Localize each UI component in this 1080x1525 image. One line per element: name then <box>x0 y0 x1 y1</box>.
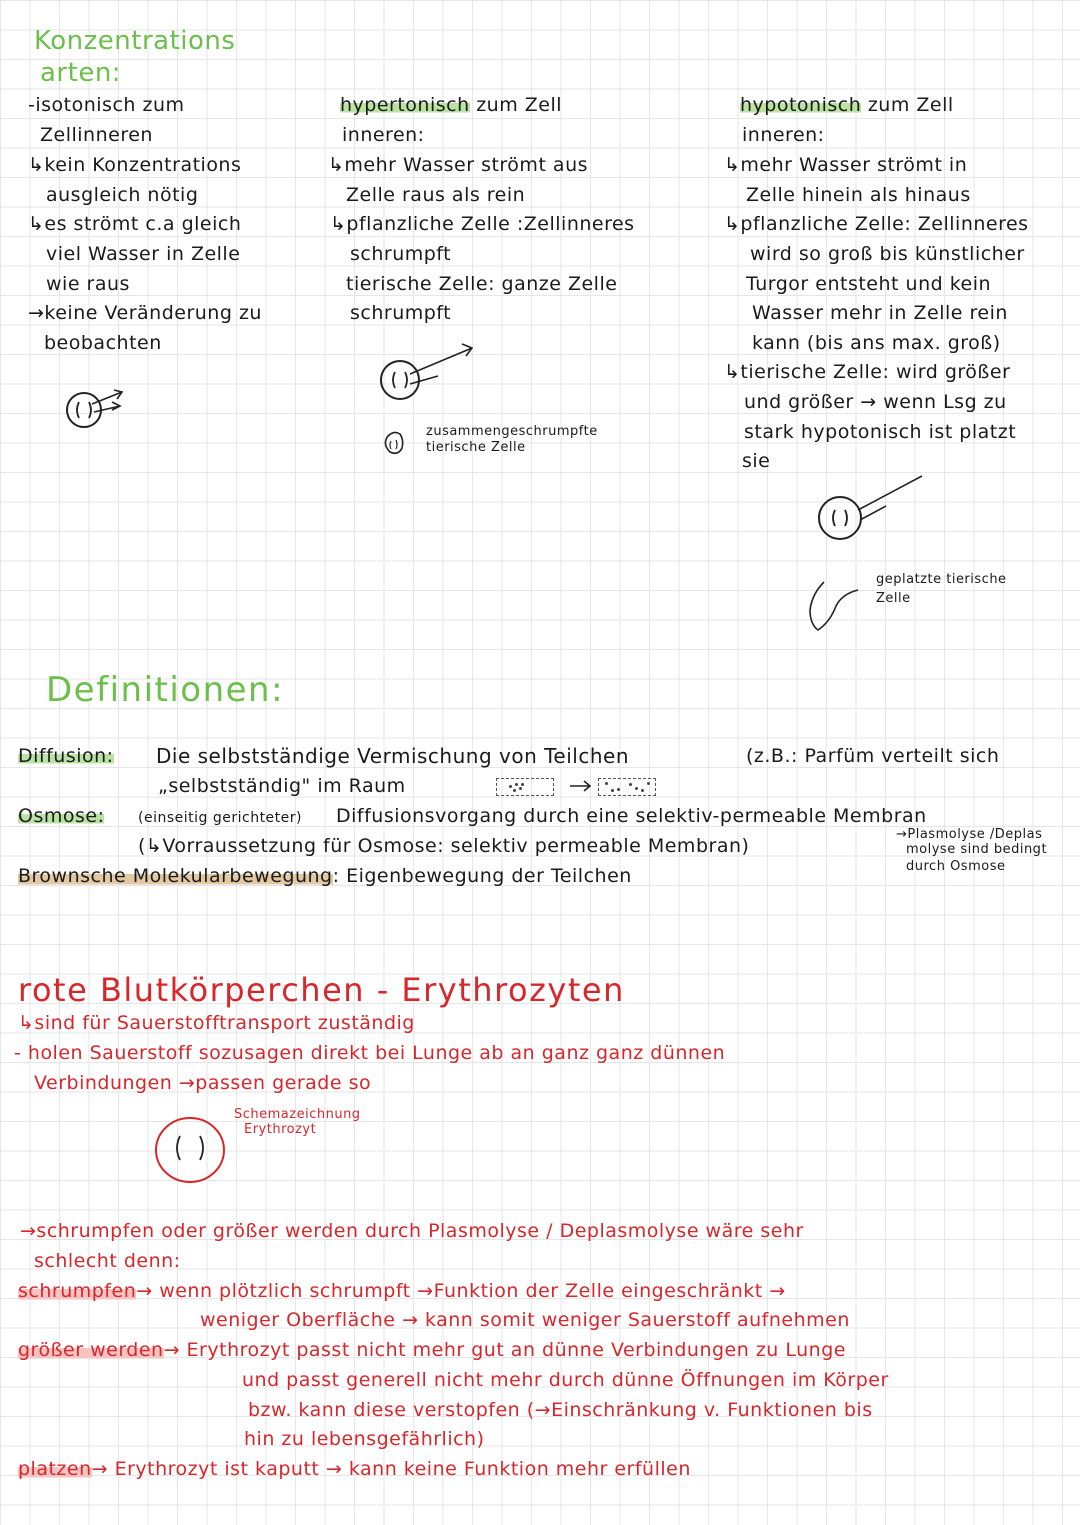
grow-line-2: und passt generell nicht mehr durch dünne Öffnungen im Körper <box>242 1369 889 1391</box>
section-title-arten: arten: <box>40 58 122 88</box>
diffusion-term-text: Diffusion: <box>18 745 114 767</box>
hypo-line: kann (bis ans max. groß) <box>752 332 1001 354</box>
osmose-small: (einseitig gerichteter) <box>138 810 302 826</box>
hyper-line: inneren: <box>342 124 425 146</box>
hypo-line: sie <box>742 450 771 472</box>
hyper-line: ↳pflanzliche Zelle :Zellinneres <box>330 213 635 235</box>
diffusion-after-box <box>598 778 656 796</box>
hyper-line: schrumpft <box>350 302 452 324</box>
erythrocyte-schematic-drawing <box>152 1110 242 1190</box>
hyper-title-highlight: hypertonisch <box>340 94 470 116</box>
iso-line: wie raus <box>46 273 130 295</box>
hypo-title-rest: zum Zell <box>867 94 954 116</box>
hyper-title <box>340 90 562 120</box>
shrink-line-1 <box>18 1276 786 1306</box>
hypo-title-highlight: hypotonisch <box>740 94 862 116</box>
osmose-text: Diffusionsvorgang durch eine selektiv-permeable Membran <box>336 805 927 827</box>
hypo-line: Zelle hinein als hinaus <box>746 184 971 206</box>
grow-line-1 <box>18 1335 846 1365</box>
shrink-line-2: weniger Oberfläche → kann somit weniger Sauerstoff aufnehmen <box>200 1309 850 1331</box>
hyper-line: ↳mehr Wasser strömt aus <box>328 154 589 176</box>
side-note-3: durch Osmose <box>906 859 1006 874</box>
osmose-term <box>18 801 104 831</box>
iso-line: beobachten <box>44 332 162 354</box>
hyper-caption-1: zusammengeschrumpfte <box>426 424 598 439</box>
shrink-text: → wenn plötzlich schrumpft →Funktion der Zelle eingeschränkt → <box>136 1280 786 1302</box>
ery-caption-1: Schemazeichnung <box>234 1107 361 1122</box>
hypo-line: wird so groß bis künstlicher <box>750 243 1025 265</box>
hypo-line: und größer → wenn Lsg zu <box>744 391 1007 413</box>
brown-term: Brownsche Molekularbewegung <box>18 865 333 887</box>
side-note-1: →Plasmolyse /Deplas <box>896 827 1043 842</box>
grow-term: größer werden <box>18 1339 164 1361</box>
hyper-line: Zelle raus als rein <box>346 184 526 206</box>
iso-line: ausgleich nötig <box>46 184 199 206</box>
brown-text: : Eigenbewegung der Teilchen <box>332 865 632 887</box>
isotonic-cell-drawing <box>62 380 142 440</box>
hypo-line: Turgor entsteht und kein <box>746 273 992 295</box>
arrow-icon <box>568 778 594 794</box>
ery-caption-2: Erythrozyt <box>244 1122 317 1137</box>
burst-text: → Erythrozyt ist kaputt → kann keine Funktion mehr erfüllen <box>91 1458 691 1480</box>
definitions-title: Definitionen: <box>46 670 285 710</box>
grow-line-4: hin zu lebensgefährlich) <box>244 1428 485 1450</box>
iso-line: Zellinneren <box>40 124 153 146</box>
diffusion-before-box <box>496 778 554 796</box>
iso-line: viel Wasser in Zelle <box>46 243 241 265</box>
consequence-line: schlecht denn: <box>34 1250 181 1272</box>
side-note-2: molyse sind bedingt <box>906 842 1048 857</box>
ery-line: Verbindungen →passen gerade so <box>34 1072 372 1094</box>
hypo-line: ↳tierische Zelle: wird größer <box>724 361 1011 383</box>
iso-line: -isotonisch zum <box>28 94 185 116</box>
grow-line-3: bzw. kann diese verstopfen (→Einschränkung v. Funktionen bis <box>248 1399 873 1421</box>
consequence-line: →schrumpfen oder größer werden durch Plasmolyse / Deplasmolyse wäre sehr <box>20 1220 804 1242</box>
erythrocyte-title: rote Blutkörperchen - Erythrozyten <box>18 971 625 1009</box>
hypo-line: stark hypotonisch ist platzt <box>744 421 1017 443</box>
hypo-line: inneren: <box>742 124 825 146</box>
osmose-note: (↳Vorraussetzung für Osmose: selektiv permeable Membran) <box>138 835 750 857</box>
hypo-line: Wasser mehr in Zelle rein <box>752 302 1008 324</box>
hypo-line: ↳pflanzliche Zelle: Zellinneres <box>724 213 1029 235</box>
shrink-term: schrumpfen <box>18 1280 137 1302</box>
definition-brown <box>18 861 632 891</box>
hyper-line: tierische Zelle: ganze Zelle <box>346 273 618 295</box>
diffusion-example: (z.B.: Parfüm verteilt sich <box>746 745 1000 767</box>
ery-line: ↳sind für Sauerstofftransport zuständig <box>18 1012 415 1034</box>
diffusion-text-2: „selbstständig" im Raum <box>158 775 406 797</box>
iso-line: →keine Veränderung zu <box>28 302 262 324</box>
ery-line: - holen Sauerstoff sozusagen direkt bei Lunge ab an ganz ganz dünnen <box>14 1042 726 1064</box>
hypo-caption-1: geplatzte tierische <box>876 572 1007 587</box>
hypotonic-cell-drawing <box>800 470 940 640</box>
iso-line: ↳kein Konzentrations <box>28 154 242 176</box>
section-title-konzentrationsarten: Konzentrations <box>34 26 236 56</box>
hypo-title <box>740 90 954 120</box>
iso-line: ↳es strömt c.a gleich <box>28 213 242 235</box>
osmose-term-text: Osmose: <box>18 805 105 827</box>
diffusion-term <box>18 741 114 771</box>
diffusion-text: Die selbstständige Vermischung von Teilchen <box>156 744 629 768</box>
hyper-line: schrumpft <box>350 243 452 265</box>
hypo-line: ↳mehr Wasser strömt in <box>724 154 968 176</box>
grow-text: → Erythrozyt passt nicht mehr gut an dünne Verbindungen zu Lunge <box>163 1339 846 1361</box>
hyper-title-rest: zum Zell <box>476 94 563 116</box>
burst-term: platzen <box>18 1458 92 1480</box>
burst-line <box>18 1454 691 1484</box>
hypo-caption-2: Zelle <box>876 591 911 606</box>
hyper-caption-2: tierische Zelle <box>426 440 526 455</box>
